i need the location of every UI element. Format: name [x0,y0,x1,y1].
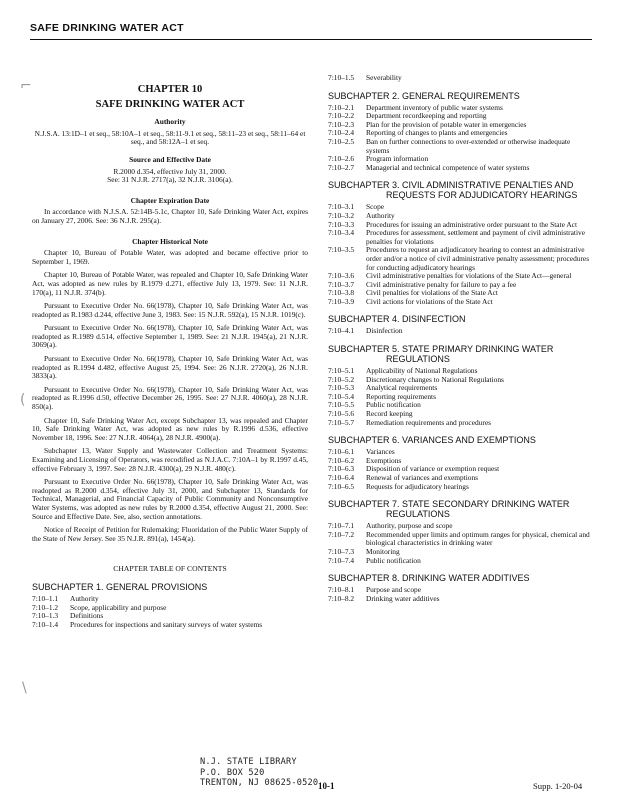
toc-entry-number: 7:10–3.9 [328,296,355,306]
toc-entry-text: Reporting of changes to plants and emergencies [366,128,508,138]
toc-right [328,91,594,604]
left-column [32,74,308,629]
toc-title: CHAPTER TABLE OF CONTENTS [113,564,227,574]
subchapter-title: SUBCHAPTER 4. DISINFECTION [328,314,466,325]
toc-entry-text: Procedures for assessment, settlement and payment of civil administrative penalties for violations [366,228,585,246]
toc-entry [328,595,594,604]
toc-entry [328,557,594,566]
toc-entry-number: 7:10–2.2 [328,111,355,121]
toc-entry-text: Record keeping [366,409,413,419]
toc-entry-number: 7:10–5.3 [328,383,355,393]
toc-entry-text: Exemptions [366,455,402,465]
toc-entry-number: 7:10–3.2 [328,210,355,220]
toc-entry-text: Public notification [366,555,421,565]
toc-entry-number: 7:10–3.6 [328,271,355,281]
toc-entry-number: 7:10–3.5 [328,245,355,255]
history-paragraph: Chapter 10, Bureau of Potable Water, was repealed and Chapter 10, Safe Drinking Water Act, was adopted as new rules by R.1979 d.271, effective July 13, 1979. See: 11 N.J.R. 170(a), 11 N.J.R. 374(b). [32,270,308,297]
expiration-text: In accordance with N.J.S.A. 52:14B-5.1c, Chapter 10, Safe Drinking Water Act, expires on January 27, 2006. See: 36 N.J.R. 295(a). [32,207,308,225]
stamp-line: P.O. BOX 520 [200,767,265,778]
toc-entry-number: 7:10–5.5 [328,400,355,410]
toc-entry-text: Variances [366,447,395,457]
toc-entry-text: Scope, applicability and purpose [70,602,167,612]
toc-entry [328,483,594,492]
toc-entry-text: Authority [70,593,99,603]
toc-entry-number: 7:10–3.1 [328,202,355,212]
toc-entry-text: Scope [366,202,385,212]
library-stamp [200,757,318,789]
toc-entry-number: 7:10–1.5 [328,73,355,82]
toc-entry [328,246,594,272]
history-paragraphs [32,249,308,543]
toc-entry-text: Purpose and scope [366,585,422,595]
toc-entry-number: 7:10–3.7 [328,279,355,289]
toc-entry-number: 7:10–3.4 [328,228,355,238]
supplement-date: Supp. 1-20-04 [533,781,583,791]
toc-entry-number: 7:10–2.4 [328,128,355,138]
toc-entry-text: Civil actions for violations of the State Act [366,296,493,306]
toc-entry-number: 7:10–4.1 [328,326,355,336]
toc-entry-text: Department recordkeeping and reporting [366,111,487,121]
toc-entry-text: Requests for adjudicatory hearings [366,481,469,491]
subchapter-title: SUBCHAPTER 2. GENERAL REQUIREMENTS [328,90,520,101]
toc-entry-text: Procedures to request an adjudicatory hearing to contest an administrative order and/or a notice of civil administrative penalty assessment; procedures for conducting adjudicatory hearings [366,245,590,272]
toc-entry-text: Public notification [366,400,421,410]
margin-mark: ( [20,392,26,408]
history-paragraph: Pursuant to Executive Order No. 66(1978), Chapter 10, Safe Drinking Water Act, was readopted as R.1994 d.482, effective August 25, 1994. See: 26 N.J.R. 2720(a), 26 N.J.R. 3833(a). [32,354,308,381]
subchapter-heading [328,435,594,445]
subchapter-title: SUBCHAPTER 8. DRINKING WATER ADDITIVES [328,573,530,584]
right-column [328,74,594,603]
toc-entry-text: Procedures for inspections and sanitary surveys of water systems [70,619,263,629]
toc-entry-number: 7:10–7.1 [328,521,355,531]
toc-entry-number: 7:10–1.4 [32,619,59,629]
toc-entry-text: Discretionary changes to National Regulations [366,374,504,384]
toc-entry-text: Procedures for issuing an administrative order pursuant to the State Act [366,219,577,229]
toc-entry-text: Ban on further connections to over-extended or otherwise inadequate systems [366,136,571,155]
source-line: See: 31 N.J.R. 2717(a), 32 N.J.R. 3106(a). [107,175,233,185]
toc-entry-number: 7:10–2.7 [328,162,355,172]
chapter-title: SAFE DRINKING WATER ACT [95,98,245,110]
authority-text: N.J.S.A. 13:1D–1 et seq., 58:10A–1 et seq., 58:11-9.1 et seq., 58:11–23 et seq., 58:11–64 et seq., and 58:12A–1 et seq. [34,128,306,147]
source-heading: Source and Effective Date [129,154,211,164]
page-number: 10-1 [318,781,335,791]
history-paragraph: Pursuant to Executive Order No. 66(1978), Chapter 10, Safe Drinking Water Act, was readopted as R.1983 d.244, effective June 3, 1983. See: 15 N.J.R. 592(a), 15 N.J.R. 1019(c). [32,301,308,319]
toc-entry [328,531,594,548]
toc-entry-number: 7:10–2.1 [328,102,355,112]
subchapter-heading [328,180,594,200]
toc-entry [328,74,594,83]
toc-entry-number: 7:10–6.3 [328,464,355,474]
toc-entry-number: 7:10–2.5 [328,136,355,146]
toc-entry-text: Recommended upper limits and optimum ranges for physical, chemical and biological characteristics in drinking water [366,529,590,548]
subchapter-title: SUBCHAPTER 3. CIVIL ADMINISTRATIVE PENALTIES AND REQUESTS FOR ADJUDICATORY HEARINGS [328,180,578,201]
history-paragraph: Pursuant to Executive Order No. 66(1978), Chapter 10, Safe Drinking Water Act, was readopted as R.2000 d.354, effective July 31, 2000, and Subchapter 13, Standards for Technical, Managerial, and Financial Capacity of Public Community and Nonconsumptive Water Systems, was adopted as new rules by R.2000 d.354, effective August 21, 2000. See: Source and Effective Date. See, also, section annotations. [32,477,308,521]
toc-entry-number: 7:10–7.4 [328,555,355,565]
toc-entry-text: Drinking water additives [366,593,440,603]
stamp-line: N.J. STATE LIBRARY [200,757,297,767]
toc-entry-number: 7:10–5.1 [328,366,355,376]
toc-entry-text: Program information [366,154,429,164]
toc-entry-text: Civil administrative penalties for violations of the State Act—general [366,271,572,281]
toc-entry [328,327,594,336]
toc-entry-text: Renewal of variances and exemptions [366,473,479,482]
history-paragraph: Notice of Receipt of Petition for Rulemaking: Fluoridation of the Public Water Supply of the State of New Jersey. See 35 N.J.R. 891(a), 1454(a). [32,525,308,543]
toc-entry-number: 7:10–2.6 [328,154,355,164]
toc-entry-text: Civil penalties for violations of the State Act [366,288,498,298]
toc-entry-number: 7:10–8.1 [328,585,355,595]
toc-entry-number: 7:10–2.3 [328,119,355,129]
toc-entry-text: Disposition of variance or exemption request [366,464,500,474]
authority-heading: Authority [154,117,186,127]
toc-left [32,582,308,629]
history-paragraph: Chapter 10, Safe Drinking Water Act, except Subchapter 13, was repealed and Chapter 10, Safe Drinking Water Act, was adopted as new rules by R.1996 d.536, effective November 18, 1996. See: 27 N.J.R. 4064(a), 28 N.J.R. 4900(a). [32,415,308,442]
margin-mark: ⌐ [20,78,32,94]
subchapter-heading [32,582,308,592]
toc-entry-number: 7:10–5.7 [328,417,355,427]
toc-entry-text: Authority [366,210,395,220]
toc-entry-number: 7:10–8.2 [328,593,355,603]
toc-entry-number: 7:10–7.2 [328,529,355,539]
subchapter-title: SUBCHAPTER 6. VARIANCES AND EXEMPTIONS [328,435,536,446]
stamp-line: TRENTON, NJ 08625-0520 [200,778,319,788]
subchapter-title: SUBCHAPTER 5. STATE PRIMARY DRINKING WATER REGULATIONS [328,344,554,365]
subchapter-heading [328,499,594,519]
toc-entry-text: Analytical requirements [366,383,438,393]
toc-entry-text: Remediation requirements and procedures [366,417,491,427]
chapter-number: CHAPTER 10 [137,84,203,95]
history-paragraph: Pursuant to Executive Order No. 66(1978), Chapter 10, Safe Drinking Water Act, was readopted as R.1989 d.514, effective September 1, 1989. See: 21 N.J.R. 1945(a), 21 N.J.R. 3069(a). [32,323,308,350]
subchapter-title: SUBCHAPTER 7. STATE SECONDARY DRINKING WATER REGULATIONS [328,499,570,520]
subchapter-title: SUBCHAPTER 1. GENERAL PROVISIONS [32,581,208,592]
toc-entry-text: Department inventory of public water systems [366,102,503,112]
running-head: SAFE DRINKING WATER ACT [30,22,184,34]
toc-entry-text: Applicability of National Regulations [366,366,478,376]
toc-entry-number: 7:10–5.4 [328,391,355,401]
toc-entry-text: Severability [366,73,402,82]
toc-entry-text: Disinfection [366,326,403,336]
toc-entry [328,164,594,173]
toc-entry [328,298,594,307]
toc-entry-text: Civil administrative penalty for failure to pay a fee [366,279,517,289]
header-rule [30,39,592,40]
source-line: R.2000 d.354, effective July 31, 2000. [113,166,227,176]
history-paragraph: Subchapter 13, Water Supply and Wastewater Collection and Treatment Systems: Examining and Licensing of Operators, was recodified as N.J.A.C. 7:10A–1 by R.1997 d.45, effective February 3, 1997. See: 28 N.J.R. 4300(a), 29 N.J.R. 480(c). [32,446,308,473]
toc-entry-text: Monitoring [366,546,400,556]
margin-mark: \ [22,680,27,696]
toc-entry [328,229,594,246]
history-paragraph: Chapter 10, Bureau of Potable Water, was adopted and became effective prior to September 1, 1969. [32,248,308,266]
toc-entry [32,621,308,630]
toc-entry [328,138,594,155]
toc-entry-number: 7:10–5.2 [328,374,355,384]
toc-entry-number: 7:10–5.6 [328,409,355,419]
toc-entry-text: Authority, purpose and scope [366,521,453,531]
toc-entry-number: 7:10–1.1 [32,593,59,603]
expiration-heading: Chapter Expiration Date [130,195,210,205]
subchapter-heading [328,573,594,583]
toc-entry-text: Definitions [70,611,104,621]
subchapter-heading [328,91,594,101]
toc-entry [328,419,594,428]
subchapter-heading [328,314,594,324]
toc-entry-number: 7:10–6.5 [328,481,355,491]
toc-entry-number: 7:10–1.3 [32,611,59,621]
toc-entry-number: 7:10–6.1 [328,447,355,457]
toc-entry-number: 7:10–6.4 [328,473,355,482]
subchapter-heading [328,344,594,364]
toc-entry-number: 7:10–3.3 [328,219,355,229]
toc-entry-number: 7:10–7.3 [328,546,355,556]
toc-entry-text: Reporting requirements [366,391,436,401]
toc-entry-number: 7:10–6.2 [328,455,355,465]
toc-entry-number: 7:10–1.2 [32,602,59,612]
toc-entry-number: 7:10–3.8 [328,288,355,298]
toc-entry-text: Managerial and technical competence of water systems [366,162,530,172]
history-paragraph: Pursuant to Executive Order No. 66(1978), Chapter 10, Safe Drinking Water Act, was readopted as R.1996 d.50, effective December 26, 1995. See: 27 N.J.R. 4060(a), 28 N.J.R. 850(a). [32,384,308,412]
toc-entry-text: Plan for the provision of potable water in emergencies [366,119,527,129]
history-heading: Chapter Historical Note [132,236,208,246]
